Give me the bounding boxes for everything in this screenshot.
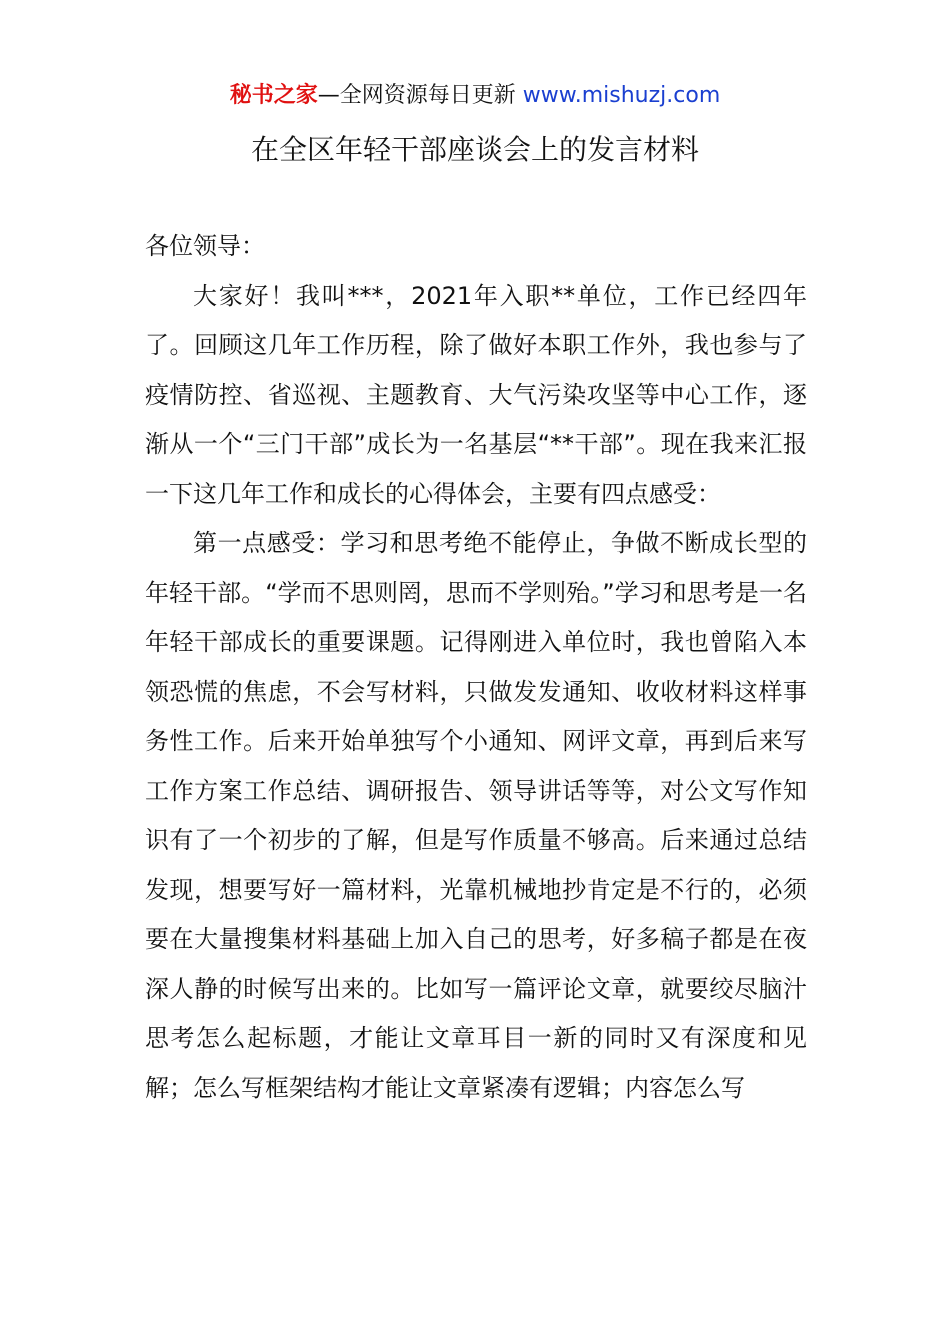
header-url-link[interactable]: www.mishuzj.com bbox=[522, 83, 721, 108]
brand-name: 秘书之家 bbox=[229, 83, 318, 108]
paragraph: 第一点感受：学习和思考绝不能停止，争做不断成长型的年轻干部。“学而不思则罔，思而不学则殆。”学习和思考是一名年轻干部成长的重要课题。记得刚进入单位时，我也曾陷入本领恐慌的焦虑，不会写材料，只做发发通知、收收材料这样事务性工作。后来开始单独写个小通知、网评文章，再到后来写工作方案工作总结、调研报告、领导讲话等等，对公文写作知识有了一个初步的了解，但是写作质量不够高。后来通过总结发现，想要写好一篇材料，光靠机械地抄肯定是不行的，必须要在大量搜集材料基础上加入自己的思考，好多稿子都是在夜深人静的时候写出来的。比如写一篇评论文章，就要绞尽脑汁思考怎么起标题，才能让文章耳目一新的同时又有深度和见解；怎么写框架结构才能让文章紧凑有逻辑；内容怎么写 bbox=[145, 529, 807, 1102]
document-body bbox=[145, 222, 807, 1113]
header-tagline: —全网资源每日更新 bbox=[317, 83, 523, 108]
salutation: 各位领导： bbox=[145, 232, 265, 260]
document-title: 在全区年轻干部座谈会上的发言材料 bbox=[250, 133, 699, 166]
watermark-header bbox=[0, 80, 950, 112]
paragraph: 大家好！我叫***，2021年入职**单位，工作已经四年了。回顾这几年工作历程，除了做好本职工作外，我也参与了疫情防控、省巡视、主题教育、大气污染攻坚等中心工作，逐渐从一个“三门干部”成长为一名基层“**干部”。现在我来汇报一下这几年工作和成长的心得体会，主要有四点感受： bbox=[145, 281, 807, 508]
